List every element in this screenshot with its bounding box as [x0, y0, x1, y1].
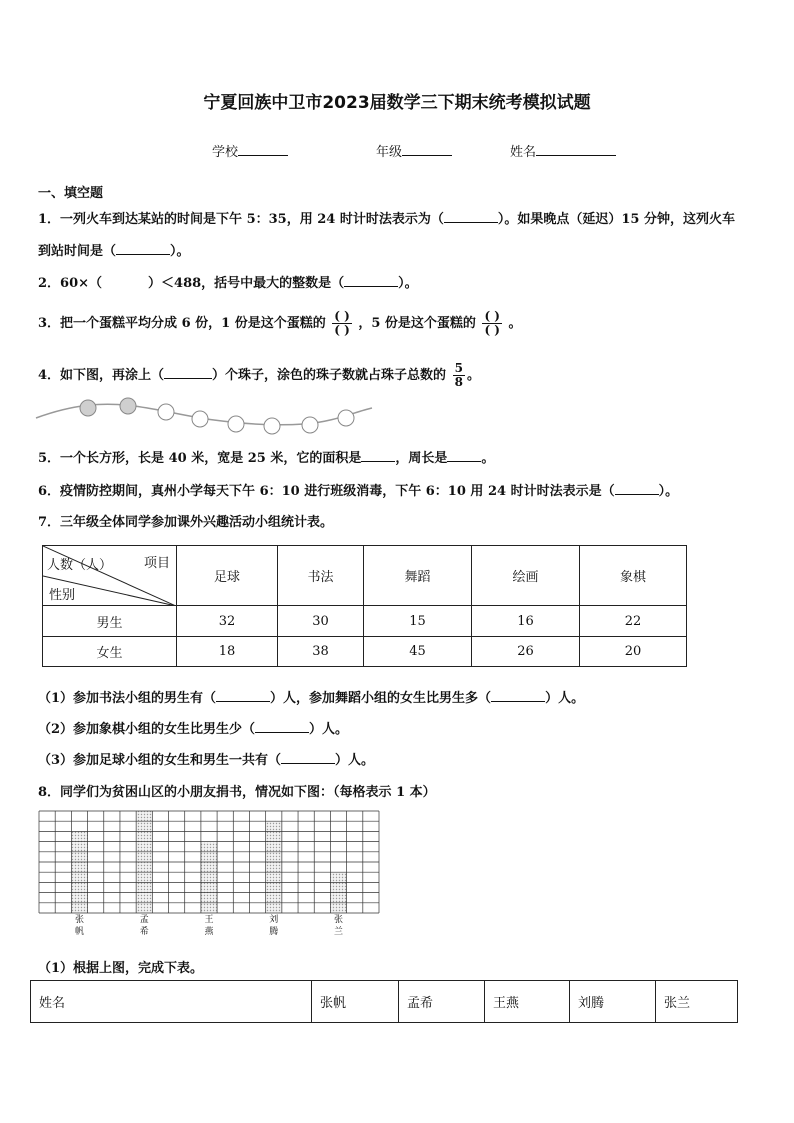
q5-text-c: 。 [481, 451, 495, 466]
q3-fraction-1-num: ( ) [334, 309, 350, 323]
chart-name-char: 张 [334, 915, 344, 925]
q4-fraction-num: 5 [454, 361, 463, 375]
bead-string-figure [34, 396, 374, 436]
table-cell: 16 [472, 606, 580, 637]
grade-label: 年级 [376, 145, 403, 160]
chart-name-char: 王 [204, 915, 214, 925]
name-field [510, 141, 616, 160]
question-2 [38, 272, 418, 291]
bar-刘腾 [266, 821, 282, 913]
bar-王燕 [201, 842, 217, 913]
corner-label-item: 项目 [143, 556, 170, 571]
q3-text-a: 3．把一个蛋糕平均分成 6 份，1 份是这个蛋糕的 [38, 316, 326, 331]
q4-fraction-den: 8 [454, 375, 463, 389]
bead-shaded [120, 398, 136, 414]
chart-name-char: 燕 [204, 927, 214, 937]
q4-text-b: ）个珠子，涂色的珠子数就占珠子总数的 [212, 368, 447, 383]
q3-fraction-2-num: ( ) [484, 309, 500, 323]
row-label: 男生 [43, 606, 177, 637]
table-cell: 38 [278, 637, 364, 667]
bead-empty[interactable] [192, 411, 208, 427]
bead-empty[interactable] [158, 404, 174, 420]
table-row [43, 606, 687, 637]
corner-label-gender: 性别 [49, 588, 76, 603]
q3-fraction-2[interactable] [482, 310, 502, 337]
question-7-sub-1 [38, 687, 584, 706]
question-1-line-1 [38, 208, 735, 227]
column-header: 绘画 [472, 546, 580, 606]
q4-text-a: 4．如下图，再涂上（ [38, 368, 165, 383]
q1-text-c: 到站时间是（ [38, 244, 117, 259]
table-cell: 姓名 [31, 981, 312, 1023]
bead-empty[interactable] [338, 410, 354, 426]
bead-empty[interactable] [228, 416, 244, 432]
q3-fraction-2-den: ( ) [484, 323, 500, 337]
school-field [212, 141, 288, 160]
q7s1-blank-1[interactable] [216, 689, 270, 702]
q7s3-text-b: ）人。 [335, 753, 375, 768]
table-header-row [43, 546, 687, 606]
chart-name-char: 腾 [269, 927, 279, 937]
chart-name-char: 希 [139, 927, 149, 937]
q6-text-b: ）。 [658, 484, 679, 499]
row-label: 女生 [43, 637, 177, 667]
page-title: 宁夏回族中卫市2023届数学三下期末统考模拟试题 [203, 93, 591, 113]
table-cell: 刘腾 [570, 981, 656, 1023]
q1-blank-2[interactable] [116, 242, 170, 255]
question-6 [38, 480, 678, 499]
donation-table [30, 980, 738, 1023]
question-1-line-2 [38, 240, 190, 259]
q1-text-a: 1．一列火车到达某站的时间是下午 5：35，用 24 时计时法表示为（ [38, 212, 444, 227]
chart-name-label [267, 914, 281, 938]
q7s3-blank[interactable] [281, 751, 335, 764]
q5-text-b: ，周长是 [395, 451, 448, 466]
diagonal-header-cell [43, 546, 177, 606]
q3-fraction-1-den: ( ) [334, 323, 350, 337]
chart-name-char: 张 [74, 915, 84, 925]
chart-name-char: 帆 [74, 927, 84, 937]
table-cell: 22 [580, 606, 687, 637]
column-header: 舞蹈 [364, 546, 472, 606]
question-7-sub-2 [38, 718, 348, 737]
table-cell: 30 [278, 606, 364, 637]
q5-blank-1[interactable] [361, 449, 395, 462]
question-8: 8．同学们为贫困山区的小朋友捐书，情况如下图：（每格表示 1 本） [38, 785, 436, 800]
chart-name-label [72, 914, 86, 938]
q5-text-a: 5．一个长方形，长是 40 米，宽是 25 米，它的面积是 [38, 451, 362, 466]
table-cell: 孟希 [399, 981, 485, 1023]
corner-label-count: 人数（人） [47, 558, 113, 573]
q7s2-blank[interactable] [255, 720, 309, 733]
school-label: 学校 [212, 145, 239, 160]
q2-text-a: 2．60×（ [38, 276, 103, 291]
chart-name-label [332, 914, 346, 938]
q4-blank[interactable] [164, 366, 212, 379]
q7s3-text-a: （3）参加足球小组的女生和男生一共有（ [38, 753, 282, 768]
chart-name-label [137, 914, 151, 938]
chart-name-char: 兰 [334, 927, 344, 937]
table-row [43, 637, 687, 667]
question-4 [38, 358, 480, 394]
table-cell: 15 [364, 606, 472, 637]
question-7-sub-3 [38, 749, 374, 768]
grade-field [376, 141, 452, 160]
q3-fraction-1[interactable] [332, 310, 352, 337]
q7s1-text-b: ）人，参加舞蹈小组的女生比男生多（ [270, 691, 492, 706]
q6-blank[interactable] [615, 482, 659, 495]
section-heading: 一、填空题 [38, 186, 104, 201]
q2-blank[interactable] [344, 274, 398, 287]
grade-blank[interactable] [402, 143, 452, 156]
table-cell: 张帆 [312, 981, 399, 1023]
q3-text-b: ，5 份是这个蛋糕的 [358, 316, 476, 331]
q1-text-d: ）。 [170, 244, 190, 259]
chart-name-char: 刘 [269, 915, 279, 925]
column-header: 书法 [278, 546, 364, 606]
table-cell: 20 [580, 637, 687, 667]
q7s1-blank-2[interactable] [491, 689, 545, 702]
q7s1-text-a: （1）参加书法小组的男生有（ [38, 691, 217, 706]
q4-text-c: 。 [466, 368, 480, 383]
interest-group-table [42, 545, 687, 667]
table-cell: 26 [472, 637, 580, 667]
book-donation-chart [38, 810, 380, 914]
bead-shaded [80, 400, 96, 416]
q3-text-c: 。 [508, 316, 522, 331]
column-header: 足球 [177, 546, 278, 606]
bead-empty[interactable] [302, 417, 318, 433]
column-header: 象棋 [580, 546, 687, 606]
q7s1-text-c: ）人。 [545, 691, 585, 706]
q5-blank-2[interactable] [447, 449, 481, 462]
q7s2-text-b: ）人。 [309, 722, 349, 737]
table-cell: 45 [364, 637, 472, 667]
name-label: 姓名 [510, 145, 537, 160]
q2-text-c: ）。 [398, 276, 418, 291]
q4-fraction [453, 362, 465, 389]
q1-text-b: ）。如果晚点（延迟）15 分钟，这列火车 [497, 212, 735, 227]
table-cell: 王燕 [485, 981, 570, 1023]
bead-empty[interactable] [264, 418, 280, 434]
question-8-sub-1: （1）根据上图，完成下表。 [38, 961, 204, 976]
chart-name-label [202, 914, 216, 938]
table-cell: 32 [177, 606, 278, 637]
question-7: 7．三年级全体同学参加课外兴趣活动小组统计表。 [38, 515, 334, 530]
question-5 [38, 447, 494, 466]
q1-blank-1[interactable] [444, 210, 498, 223]
q2-text-b: ）＜488，括号中最大的整数是（ [148, 276, 345, 291]
chart-name-char: 孟 [139, 915, 149, 925]
name-blank[interactable] [536, 143, 616, 156]
table-row [31, 981, 738, 1023]
school-blank[interactable] [238, 143, 288, 156]
q6-text-a: 6．疫情防控期间，真州小学每天下午 6：10 进行班级消毒，下午 6：10 用 24 时计时法表示是（ [38, 484, 615, 499]
q7s2-text-a: （2）参加象棋小组的女生比男生少（ [38, 722, 256, 737]
table-cell: 张兰 [656, 981, 738, 1023]
question-3 [38, 304, 522, 344]
table-cell: 18 [177, 637, 278, 667]
